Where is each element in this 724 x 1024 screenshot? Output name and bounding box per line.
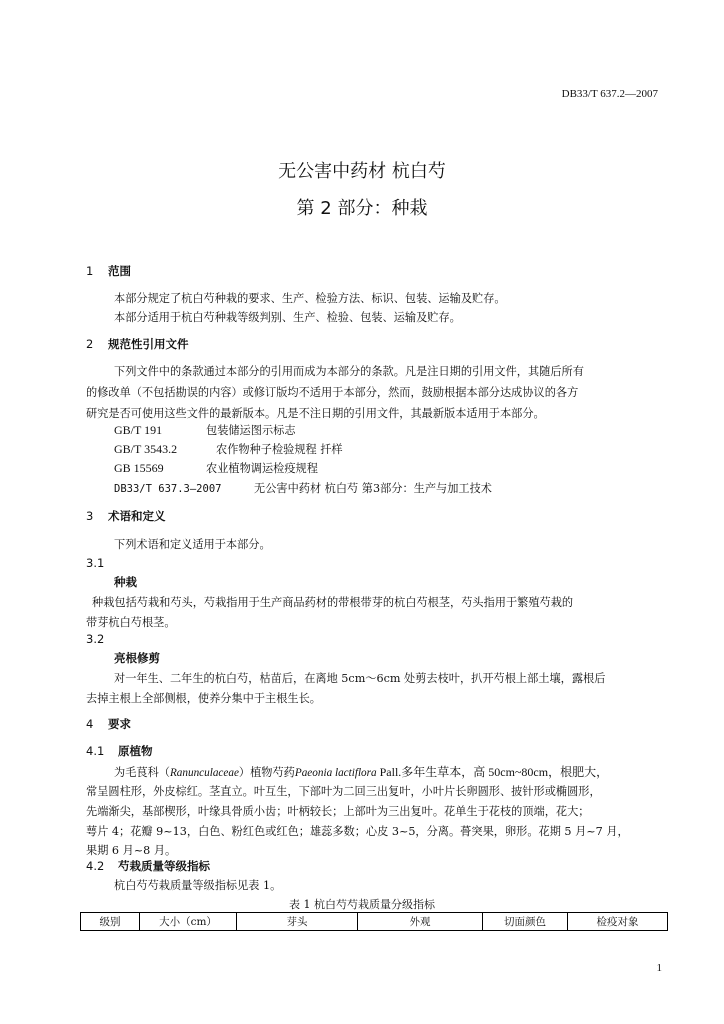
document-subtitle: 第 2 部分：种栽	[296, 198, 428, 219]
paragraph-line: 果期 6 月~8 月。	[86, 844, 177, 857]
paragraph-line: 为毛茛科（Ranunculaceae）植物芍药Paeonia lactiflora Pall.多年生草本，高 50cm~80cm，根肥大，	[114, 765, 609, 779]
paragraph-line: 带芽杭白芍根茎。	[86, 616, 176, 629]
paragraph-line: 去掉主根上全部侧根，使养分集中于主根生长。	[86, 692, 321, 705]
paragraph-line: 下列文件中的条款通过本部分的引用而成为本部分的条款。凡是注日期的引用文件，其随后所有	[114, 365, 584, 378]
paragraph-line: 的修改单（不包括勘误的内容）或修订版均不适用于本部分，然而，鼓励根据本部分达成协议的各方	[86, 386, 579, 399]
section-heading-4: 4 要求	[86, 717, 131, 731]
table-caption: 表 1 杭白芍芍栽质量分级指标	[289, 898, 435, 911]
table-header-cell: 外观	[358, 913, 483, 931]
reference-item: DB33/T 637.3—2007 无公害中药材 杭白芍 第3部分：生产与加工技术	[114, 482, 492, 495]
table-header-cell: 级别	[81, 913, 140, 931]
reference-item: GB/T 191 包装储运图示标志	[114, 423, 296, 437]
document-title: 无公害中药材 杭白芍	[278, 161, 446, 182]
section-heading-2: 2 规范性引用文件	[86, 337, 189, 351]
paragraph-line: 本部分规定了杭白芍种栽的要求、生产、检验方法、标识、包装、运输及贮存。	[114, 292, 506, 305]
subsection-heading-4-2: 4.2 芍栽质量等级指标	[86, 859, 210, 873]
reference-item: GB/T 3543.2 农作物种子检验规程 扦样	[114, 442, 343, 456]
paragraph-line: 种栽包括芍栽和芍头，芍栽指用于生产商品药材的带根带芽的杭白芍根茎，芍头指用于繁殖芍栽的	[92, 596, 574, 609]
paragraph-line: 萼片 4；花瓣 9~13，白色、粉红色或红色；雄蕊多数；心皮 3~5，分离。蓇突果，卵形。花期 5 月~7 月，	[86, 825, 629, 838]
subsection-heading-4-1: 4.1 原植物	[86, 744, 153, 758]
paragraph-line: 杭白芍芍栽质量等级指标见表 1。	[114, 879, 282, 892]
term-name: 亮根修剪	[114, 651, 160, 665]
paragraph-line: 对一年生、二年生的杭白芍，枯苗后，在离地 5cm～6cm 处剪去枝叶，扒开芍根上部土壤，露根后	[114, 672, 606, 685]
paragraph-line: 本部分适用于杭白芍种栽等级判别、生产、检验、包装、运输及贮存。	[114, 311, 461, 324]
table-header-cell: 大小（cm）	[140, 913, 237, 931]
page-number: 1	[656, 962, 662, 974]
table-header-cell: 切面颜色	[483, 913, 568, 931]
term-number: 3.1	[86, 556, 105, 570]
paragraph-line: 研究是否可使用这些文件的最新版本。凡是不注日期的引用文件，其最新版本适用于本部分。	[86, 407, 545, 420]
section-heading-1: 1 范围	[86, 264, 131, 278]
paragraph-line: 下列术语和定义适用于本部分。	[114, 538, 271, 551]
term-name: 种栽	[114, 575, 137, 589]
term-number: 3.2	[86, 632, 105, 646]
reference-item: GB 15569 农业植物调运检疫规程	[114, 461, 318, 475]
quality-grade-table	[80, 912, 668, 931]
paragraph-line: 常呈圆柱形，外皮棕红。茎直立。叶互生，下部叶为二回三出复叶，小叶片长卵圆形、披针形或椭圆形，	[86, 785, 601, 798]
standard-code: DB33/T 637.2—2007	[561, 88, 658, 100]
table-header-cell: 芽头	[237, 913, 358, 931]
table-header-cell: 检疫对象	[568, 913, 668, 931]
paragraph-line: 先端渐尖，基部楔形，叶缘具骨质小齿；叶柄较长；上部叶为三出复叶。花单生于花枝的顶端，花大；	[86, 805, 590, 818]
section-heading-3: 3 术语和定义	[86, 509, 166, 523]
table-header-row	[81, 913, 668, 931]
